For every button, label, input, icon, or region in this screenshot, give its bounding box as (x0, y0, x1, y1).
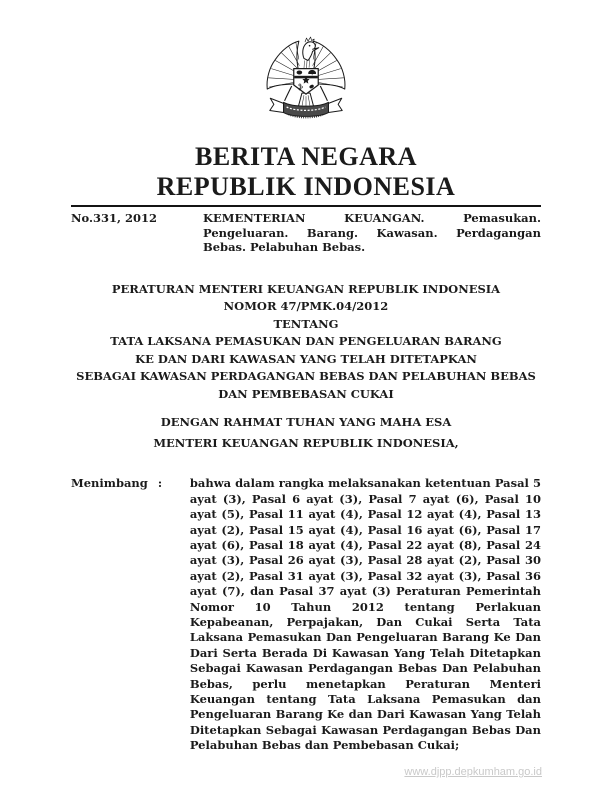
regulation-title-line: KE DAN DARI KAWASAN YANG TELAH DITETAPKAN (135, 351, 477, 366)
garuda-pancasila-emblem-icon (71, 36, 541, 136)
regulation-number-line: NOMOR 47/PMK.04/2012 (223, 299, 389, 314)
masthead-title-line1: BERITA NEGARA (194, 142, 417, 171)
gazette-masthead (71, 142, 541, 202)
gazette-number: No.331, 2012 (71, 211, 158, 225)
considerations-section (71, 476, 541, 753)
masthead-divider (71, 205, 541, 207)
considerations-colon: : (157, 476, 163, 491)
regulation-title (71, 281, 541, 404)
masthead-title-line2: REPUBLIK INDONESIA (156, 172, 456, 201)
considerations-label: Menimbang (71, 476, 148, 491)
considerations-text: bahwa dalam rangka melaksanakan ketentuan Pasal 5 ayat (3), Pasal 6 ayat (3), Pasal 7 ayat (6), Pasal 10 ayat (5), Pasal 11 ayat (4), Pasal 12 ayat (4), Pasal 13 ayat (2), Pasal 15 ayat (4), Pasal 16 ayat (6), Pasal 17 ayat (6), Pasal 18 ayat (4), Pasal 22 ayat (8), Pasal 24 ayat (3), Pasal 26 ayat (3), Pasal 28 ayat (2), Pasal 30 ayat (2), Pasal 31 ayat (3), Pasal 32 ayat (3), Pasal 36 ayat (7), dan Pasal 37 ayat (3) Peraturan Pemerintah Nomor 10 Tahun 2012 tentang Perlakuan Kepabeanan, Perpajakan, Dan Cukai Serta Tata Laksana Pemasukan Dan Pengeluaran Barang Ke Dan Dari Serta Berada Di Kawasan Yang Telah Ditetapkan Sebagai Kawasan Perdagangan Bebas Dan Pelabuhan Bebas, perlu menetapkan Peraturan Menteri Keuangan tentang Tata Laksana Pemasukan dan Pengeluaran Barang Ke dan Dari Kawasan Yang Telah Ditetapkan Sebagai Kawasan Perdagangan Bebas Dan Pelabuhan Bebas dan Pembebasan Cukai; (189, 476, 541, 753)
regulation-title-line: TATA LAKSANA PEMASUKAN DAN PENGELUARAN BARANG (110, 334, 502, 349)
watermark-url-link[interactable]: www.djpp.depkumham.go.id (404, 766, 542, 778)
invocation-line: DENGAN RAHMAT TUHAN YANG MAHA ESA (160, 415, 452, 430)
regulation-title-line: SEBAGAI KAWASAN PERDAGANGAN BEBAS DAN PELABUHAN BEBAS (76, 369, 536, 384)
gazette-header (71, 211, 541, 255)
authority-line: MENTERI KEUANGAN REPUBLIK INDONESIA, (153, 436, 459, 451)
regulation-title-line: TENTANG (273, 316, 339, 331)
regulation-title-line: DAN PEMBEBASAN CUKAI (218, 386, 394, 401)
gazette-subject: KEMENTERIAN KEUANGAN. Pemasukan. Pengeluaran. Barang. Kawasan. Perdagangan Bebas. Pelabuhan Bebas. (203, 211, 541, 255)
regulation-title-line: PERATURAN MENTERI KEUANGAN REPUBLIK INDONESIA (111, 281, 501, 296)
